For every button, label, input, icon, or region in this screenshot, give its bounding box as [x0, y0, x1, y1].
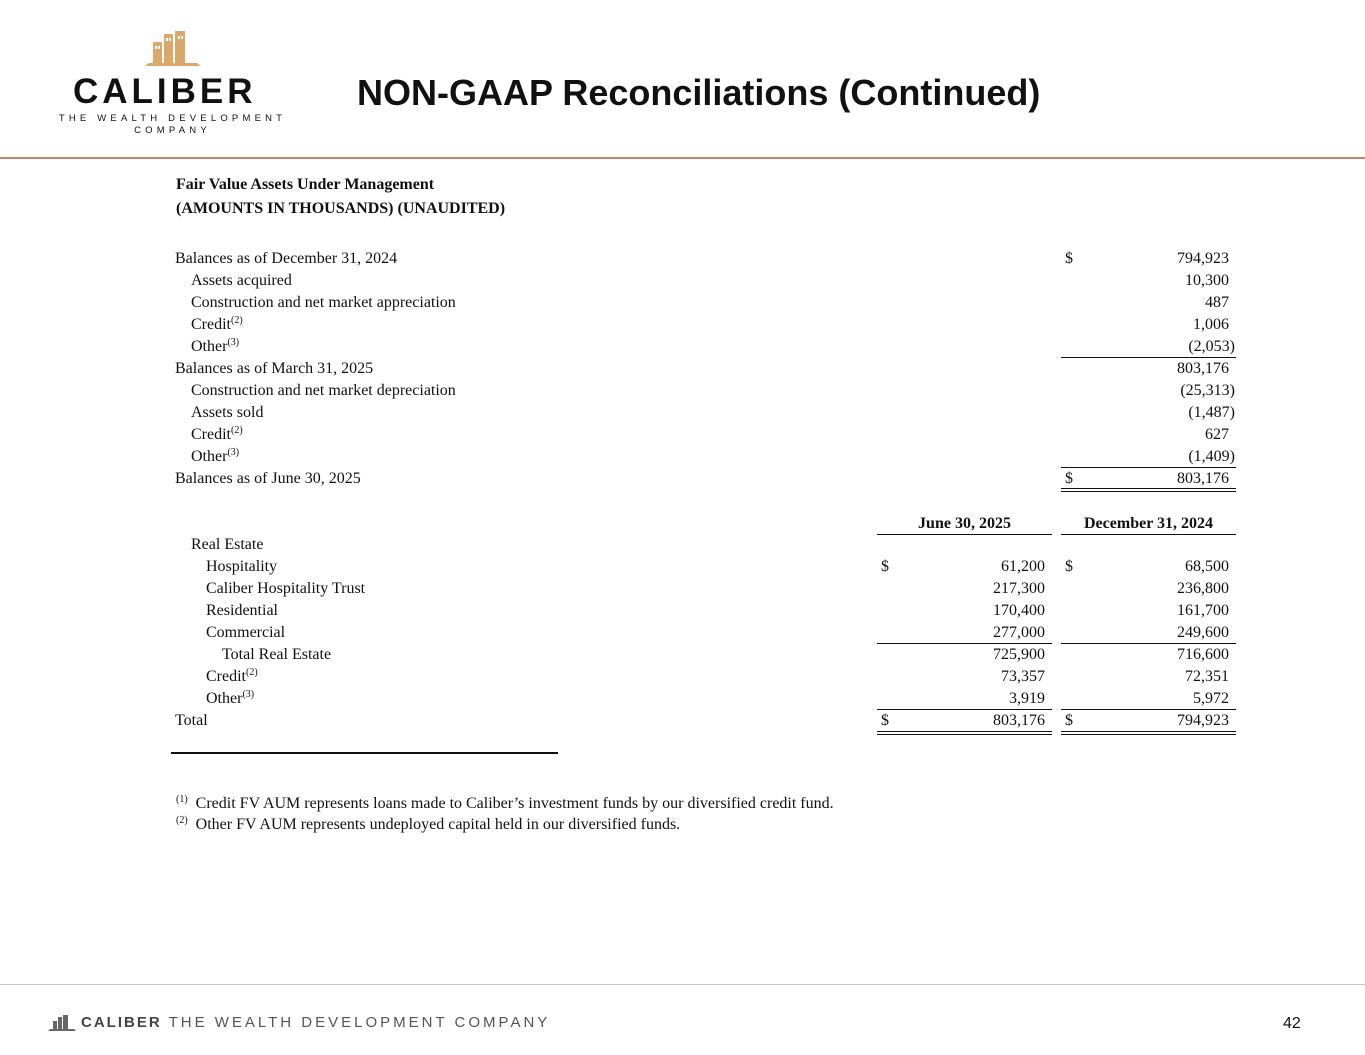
value-june: 3,919	[1009, 690, 1045, 707]
row-label	[206, 689, 254, 709]
value-dec: 5,972	[1193, 690, 1229, 707]
footnote-marker: (2)	[176, 815, 188, 826]
currency-symbol: $	[1065, 470, 1073, 487]
subtotal-rule	[1061, 467, 1236, 468]
footnote-ref: (2)	[231, 425, 243, 436]
value-june: 277,000	[993, 624, 1045, 641]
row-label: Construction and net market appreciation	[191, 294, 456, 311]
row-label: Assets sold	[191, 404, 264, 421]
subtotal-rule	[1061, 643, 1236, 644]
row-label: Balances as of June 30, 2025	[175, 470, 361, 487]
footnote-text: Other FV AUM represents undeployed capital held in our diversified funds.	[195, 816, 681, 833]
row-value: (1,409)	[1188, 448, 1235, 465]
double-rule	[1061, 731, 1236, 732]
row-label: Commercial	[206, 624, 286, 641]
subtotal-rule	[1061, 709, 1236, 710]
value-dec: 716,600	[1177, 646, 1229, 663]
value-dec: 794,923	[1177, 712, 1229, 729]
row-label-text: Other	[191, 448, 228, 465]
column-header: December 31, 2024	[1084, 515, 1213, 532]
header-rule	[877, 534, 1052, 535]
value-june: 61,200	[1001, 558, 1045, 575]
row-label	[191, 447, 239, 467]
double-rule	[1061, 488, 1236, 489]
row-value: (1,487)	[1188, 404, 1235, 421]
row-label-text: Other	[206, 690, 243, 707]
building-logo-icon	[145, 28, 201, 68]
row-label: Construction and net market depreciation	[191, 382, 456, 399]
value-june: 803,176	[993, 712, 1045, 729]
page-title: NON-GAAP Reconciliations (Continued)	[357, 72, 1041, 113]
footer-divider	[0, 984, 1365, 985]
row-label-text: Other	[191, 338, 228, 355]
subtotal-rule	[877, 709, 1052, 710]
brand-logo	[50, 28, 295, 138]
footnote	[176, 815, 680, 835]
double-rule	[1061, 491, 1236, 492]
row-label: Assets acquired	[191, 272, 292, 289]
currency-symbol: $	[1065, 558, 1073, 575]
currency-symbol: $	[881, 558, 889, 575]
page-number: 42	[1283, 1015, 1301, 1032]
footnote	[176, 794, 834, 814]
row-value: (25,313)	[1180, 382, 1235, 399]
value-june: 217,300	[993, 580, 1045, 597]
row-label	[206, 667, 258, 687]
double-rule	[877, 734, 1052, 735]
row-label: Caliber Hospitality Trust	[206, 580, 366, 597]
row-label: Residential	[206, 602, 278, 619]
row-value: 803,176	[1177, 470, 1229, 487]
currency-symbol: $	[1065, 250, 1073, 267]
footnote-text: Credit FV AUM represents loans made to Caliber’s investment funds by our diversified credit fund.	[195, 795, 834, 812]
value-dec: 249,600	[1177, 624, 1229, 641]
row-value: 803,176	[1177, 360, 1229, 377]
currency-symbol: $	[1065, 712, 1073, 729]
row-label-text: Credit	[191, 426, 231, 443]
footnote-ref: (3)	[227, 337, 240, 348]
currency-symbol: $	[881, 712, 889, 729]
value-june: 73,357	[1001, 668, 1045, 685]
double-rule	[877, 731, 1052, 732]
column-header: June 30, 2025	[918, 515, 1011, 532]
row-label: Balances as of March 31, 2025	[175, 360, 374, 377]
subtotal-rule	[877, 643, 1052, 644]
row-label	[191, 337, 239, 357]
section-heading: Fair Value Assets Under Management	[176, 176, 435, 193]
section-subheading: (AMOUNTS IN THOUSANDS) (UNAUDITED)	[176, 200, 506, 217]
brand-tagline: THE WEALTH DEVELOPMENT COMPANY	[58, 113, 287, 136]
row-label: Hospitality	[206, 558, 278, 575]
row-label: Balances as of December 31, 2024	[175, 250, 398, 267]
row-value: 487	[1205, 294, 1229, 311]
row-label-text: Credit	[191, 316, 231, 333]
footer-brand-text	[81, 1014, 550, 1031]
subtotal-rule	[1061, 357, 1236, 358]
row-label	[191, 425, 243, 445]
value-dec: 236,800	[1177, 580, 1229, 597]
value-june: 170,400	[993, 602, 1045, 619]
row-value: 794,923	[1177, 250, 1229, 267]
footnote-ref: (2)	[231, 315, 243, 326]
value-june: 725,900	[993, 646, 1045, 663]
value-dec: 161,700	[1177, 602, 1229, 619]
header-divider	[0, 157, 1365, 159]
footnote-marker: (1)	[176, 794, 188, 805]
row-label: Total	[175, 712, 208, 729]
row-value: (2,053)	[1188, 338, 1235, 355]
header-rule	[1061, 534, 1236, 535]
footnote-ref: (3)	[227, 447, 240, 458]
footnote-ref: (3)	[242, 689, 255, 700]
row-value: 10,300	[1185, 272, 1229, 289]
double-rule	[1061, 734, 1236, 735]
footnote-ref: (2)	[246, 667, 258, 678]
brand-name: CALIBER	[73, 72, 257, 111]
footer-brand-name: CALIBER	[81, 1014, 162, 1031]
footnote-separator	[171, 752, 558, 754]
row-label-text: Credit	[206, 668, 246, 685]
value-dec: 72,351	[1185, 668, 1229, 685]
building-logo-icon	[48, 1014, 76, 1032]
footer-tagline: THE WEALTH DEVELOPMENT COMPANY	[168, 1014, 551, 1031]
value-dec: 68,500	[1185, 558, 1229, 575]
row-label: Total Real Estate	[222, 646, 332, 663]
row-value: 1,006	[1193, 316, 1229, 333]
row-label: Real Estate	[191, 536, 264, 553]
row-value: 627	[1205, 426, 1229, 443]
row-label	[191, 315, 243, 335]
